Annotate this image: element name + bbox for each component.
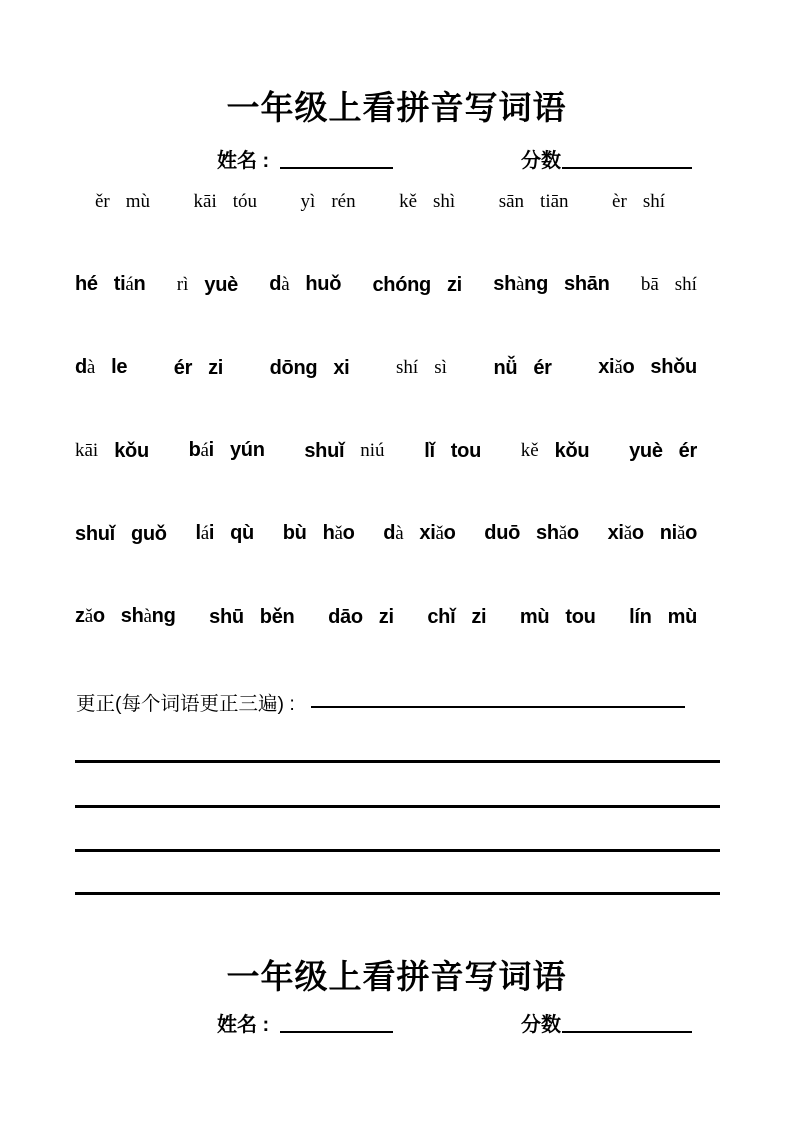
pinyin-syllable: tou <box>450 440 482 462</box>
pinyin-syllable: dāo <box>328 606 363 628</box>
pinyin-tone-char: à <box>143 606 152 627</box>
pinyin-word <box>75 270 145 299</box>
pinyin-word <box>641 271 697 299</box>
pinyin-syllable: xiǎo <box>598 356 635 378</box>
name-blank-line-2 <box>280 1011 393 1033</box>
pinyin-syllable: mù <box>519 606 550 628</box>
pinyin-syllable: tóu <box>232 191 258 212</box>
pinyin-syllable: chóng <box>372 274 431 296</box>
pinyin-word <box>484 519 579 548</box>
pinyin-word <box>304 437 384 465</box>
worksheet-title-2: 一年级上看拼音写词语 <box>226 958 567 995</box>
pinyin-syllable: le <box>111 356 128 378</box>
worksheet-title: 一年级上看拼音写词语 <box>226 89 567 126</box>
pinyin-tone-char: á <box>125 274 134 295</box>
pinyin-word <box>493 354 551 382</box>
pinyin-syllable: lǐ <box>424 440 435 462</box>
pinyin-word <box>383 519 455 548</box>
pinyin-tone-char: ǎ <box>558 523 567 544</box>
pinyin-word <box>189 436 265 465</box>
pinyin-syllable: shān <box>564 273 610 295</box>
pinyin-word <box>75 520 167 548</box>
pinyin-word <box>194 188 258 216</box>
pinyin-syllable: shì <box>433 191 456 212</box>
pinyin-word <box>301 188 356 216</box>
pinyin-syllable: shí <box>642 191 665 212</box>
pinyin-syllable: guǒ <box>130 523 167 545</box>
pinyin-syllable: dà <box>269 273 290 295</box>
pinyin-syllable: zi <box>378 606 394 628</box>
pinyin-word <box>520 603 596 631</box>
pinyin-syllable: bái <box>188 439 214 461</box>
pinyin-word <box>427 603 486 631</box>
pinyin-syllable: kě <box>520 440 539 461</box>
pinyin-syllable: shí <box>396 357 419 378</box>
pinyin-tone-char: ǎ <box>676 523 686 544</box>
pinyin-syllable: kāi <box>75 440 99 461</box>
pinyin-syllable: ěr <box>95 191 110 212</box>
writing-line <box>75 849 720 852</box>
pinyin-syllable: yì <box>300 191 316 212</box>
writing-line <box>75 805 720 808</box>
pinyin-syllable: duō <box>484 522 521 544</box>
score-label-2: 分数 <box>521 1014 561 1036</box>
pinyin-row <box>75 437 697 465</box>
pinyin-syllable: hé <box>75 273 98 295</box>
pinyin-syllable: shǎo <box>536 522 579 544</box>
pinyin-syllable: ér <box>173 357 193 379</box>
pinyin-tone-char: ǎ <box>623 523 632 544</box>
pinyin-syllable: kǒu <box>114 440 149 462</box>
pinyin-tone-char: à <box>86 357 96 378</box>
pinyin-word <box>283 519 355 548</box>
pinyin-word <box>209 603 294 631</box>
pinyin-word <box>399 188 455 216</box>
pinyin-syllable: bā <box>640 274 659 295</box>
pinyin-syllable: èr <box>612 191 627 212</box>
pinyin-word <box>195 519 254 548</box>
pinyin-syllable: zi <box>208 357 224 379</box>
pinyin-syllable: kě <box>399 191 418 212</box>
pinyin-syllable: zǎo <box>75 605 105 627</box>
pinyin-syllable: sān <box>498 191 525 212</box>
pinyin-syllable: shǒu <box>650 356 697 378</box>
pinyin-word <box>629 437 697 465</box>
pinyin-syllable: tiān <box>540 191 569 212</box>
pinyin-row <box>75 520 697 548</box>
pinyin-syllable: lín <box>629 606 652 628</box>
pinyin-word <box>499 188 569 216</box>
pinyin-syllable: kǒu <box>554 440 590 462</box>
pinyin-syllable: běn <box>259 606 295 628</box>
name-label-2: 姓名 : <box>217 1014 270 1036</box>
pinyin-tone-char: ǎ <box>84 606 93 627</box>
pinyin-tone-char: à <box>516 274 525 295</box>
pinyin-word <box>75 602 176 631</box>
pinyin-syllable: tou <box>565 606 596 628</box>
pinyin-syllable: shuǐ <box>304 440 345 462</box>
score-blank-line-2 <box>562 1011 692 1033</box>
pinyin-syllable: shàng <box>120 605 176 627</box>
pinyin-tone-char: á <box>200 523 209 544</box>
pinyin-syllable: tián <box>113 273 146 295</box>
pinyin-word <box>372 271 461 299</box>
pinyin-word <box>270 354 350 382</box>
pinyin-word <box>95 188 150 216</box>
pinyin-row <box>75 354 697 382</box>
pinyin-tone-char: ǎ <box>614 357 623 378</box>
pinyin-tone-char: à <box>395 523 404 544</box>
pinyin-word <box>75 437 149 465</box>
pinyin-word <box>396 354 447 382</box>
pinyin-word <box>328 603 394 631</box>
pinyin-syllable: ér <box>533 357 552 379</box>
pinyin-syllable: hǎo <box>322 522 355 544</box>
pinyin-word <box>424 437 481 465</box>
pinyin-word <box>521 437 590 465</box>
pinyin-syllable: yuè <box>629 440 663 462</box>
name-blank-line <box>280 147 393 169</box>
pinyin-syllable: mù <box>125 191 151 212</box>
pinyin-tone-char: á <box>200 440 209 461</box>
score-label: 分数 <box>521 150 561 172</box>
pinyin-word <box>174 354 223 382</box>
pinyin-syllable: zi <box>446 274 462 296</box>
pinyin-syllable: qù <box>230 522 254 544</box>
pinyin-tone-char: à <box>281 274 290 295</box>
pinyin-syllable: shuǐ <box>75 523 115 545</box>
pinyin-syllable: xi <box>333 357 350 379</box>
pinyin-syllable: xiǎo <box>607 522 644 544</box>
pinyin-syllable: huǒ <box>305 273 342 295</box>
pinyin-word <box>177 271 238 299</box>
pinyin-word <box>75 353 127 382</box>
pinyin-syllable: shí <box>674 274 697 295</box>
pinyin-syllable: dōng <box>269 357 318 379</box>
pinyin-syllable: yuè <box>204 274 238 296</box>
pinyin-rows <box>75 188 697 686</box>
correction-blank-line <box>311 686 685 708</box>
pinyin-syllable: shàng <box>493 273 548 295</box>
pinyin-row <box>75 188 697 216</box>
pinyin-tone-char: ǎ <box>334 523 343 544</box>
pinyin-syllable: kāi <box>193 191 217 212</box>
pinyin-syllable: rén <box>331 191 356 212</box>
pinyin-syllable: shū <box>209 606 244 628</box>
pinyin-syllable: yún <box>229 439 265 461</box>
pinyin-syllable: bù <box>282 522 307 544</box>
pinyin-syllable: mù <box>667 606 697 628</box>
pinyin-syllable: sì <box>434 357 447 378</box>
pinyin-syllable: nǚ <box>493 357 518 379</box>
pinyin-tone-char: ǎ <box>435 523 444 544</box>
pinyin-syllable: xiǎo <box>419 522 456 544</box>
pinyin-word <box>612 188 665 216</box>
name-label: 姓名 : <box>217 150 270 172</box>
pinyin-row <box>75 603 697 631</box>
score-blank-line <box>562 147 692 169</box>
pinyin-syllable: ér <box>678 440 697 462</box>
pinyin-word <box>269 270 341 299</box>
pinyin-syllable: rì <box>176 274 189 295</box>
pinyin-word <box>629 603 697 631</box>
correction-label: 更正(每个词语更正三遍) : <box>76 693 295 715</box>
pinyin-row <box>75 271 697 299</box>
pinyin-word <box>598 353 697 382</box>
pinyin-syllable: niǎo <box>659 522 697 544</box>
writing-line <box>75 760 720 763</box>
pinyin-word <box>608 519 697 548</box>
pinyin-syllable: zi <box>471 606 487 628</box>
pinyin-syllable: chǐ <box>427 606 456 628</box>
writing-line <box>75 892 720 895</box>
pinyin-syllable: dà <box>383 522 404 544</box>
pinyin-syllable: dà <box>75 356 96 378</box>
pinyin-syllable: lái <box>195 522 215 544</box>
pinyin-word <box>493 270 609 299</box>
pinyin-syllable: niú <box>360 440 385 461</box>
